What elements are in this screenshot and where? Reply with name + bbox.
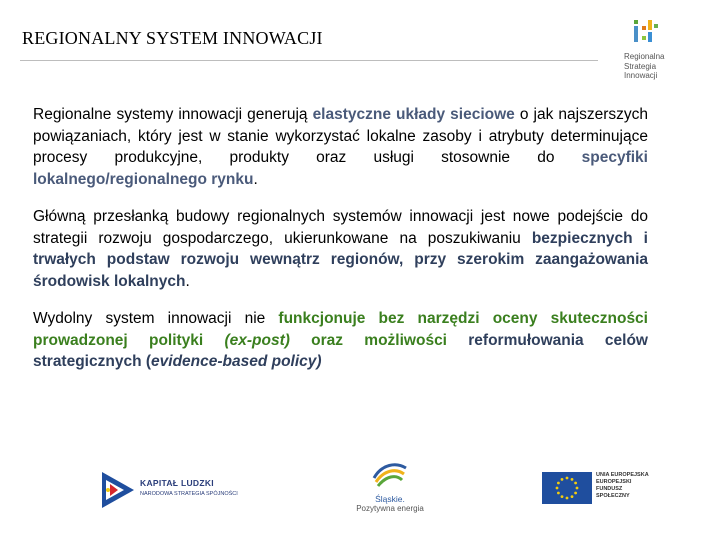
header-divider bbox=[20, 60, 598, 61]
brand-line-3: Innowacji bbox=[624, 71, 658, 80]
p2-text-2: . bbox=[185, 272, 190, 290]
p3-emphasis-italic-2: evidence-based policy) bbox=[151, 353, 322, 370]
p3-emphasis-1: funkcjonuje bez narzędzi oceny skuteczności prowadzonej polityki bbox=[33, 310, 648, 349]
p3-emphasis-italic-1: (ex-post) bbox=[224, 331, 290, 349]
p1-emphasis-2: specyfiki lokalnego/regionalnego rynku bbox=[33, 149, 648, 188]
slaskie-logo bbox=[350, 456, 430, 516]
p1-text-1: Regionalne systemy innowacji generują bbox=[33, 106, 313, 123]
eu-flag-icon bbox=[542, 472, 592, 504]
regional-strategy-logo bbox=[614, 18, 704, 88]
kapital-ludzki-star-icon bbox=[100, 470, 136, 510]
paragraph-1 bbox=[33, 104, 648, 190]
p3-emphasis-1b: oraz możliwości bbox=[289, 331, 447, 349]
brand-line-2: Strategia bbox=[624, 61, 657, 71]
kapital-ludzki-logo bbox=[100, 466, 238, 514]
slaskie-swirl-icon bbox=[370, 456, 410, 492]
p2-emphasis-1: bezpiecznych i trwałych podstaw rozwoju wewnątrz regionów, przy szerokim zaangażowania środowisk lokalnych bbox=[33, 229, 648, 290]
p1-emphasis-1: elastyczne układy sieciowe bbox=[312, 106, 515, 123]
ue-line-2: EUROPEJSKI bbox=[596, 479, 632, 485]
ue-line-3: FUNDUSZ SPOŁECZNY bbox=[596, 486, 630, 499]
paragraph-2 bbox=[33, 206, 648, 292]
p3-emphasis-2: reformułowania celów strategicznych ( bbox=[33, 331, 648, 370]
slaskie-tagline: Pozytywna energia bbox=[356, 504, 424, 513]
page-title: REGIONALNY SYSTEM INNOWACJI bbox=[22, 28, 323, 48]
slaskie-name: Śląskie. bbox=[375, 494, 405, 504]
ris-mark-icon bbox=[628, 18, 668, 50]
eu-social-fund-logo bbox=[540, 470, 650, 506]
p2-text-1: Główną przesłanką budowy regionalnych systemów innowacji jest nowe podejście do strategii rozwoju gospodarczego, ukierunkowane na poszukiwaniu bbox=[33, 208, 648, 247]
ue-line-1: UNIA EUROPEJSKA bbox=[596, 472, 649, 478]
brand-line-1: Regionalna bbox=[624, 52, 665, 61]
kapital-ludzki-subtitle: NARODOWA STRATEGIA SPÓJNOŚCI bbox=[140, 491, 238, 497]
paragraph-3 bbox=[33, 308, 648, 373]
kapital-ludzki-title: KAPITAŁ LUDZKI bbox=[140, 478, 214, 488]
p3-text-1: Wydolny system innowacji nie bbox=[33, 310, 279, 327]
p1-text-3: . bbox=[253, 170, 258, 188]
slide-body bbox=[33, 104, 648, 389]
p1-text-2: o jak najszerszych powiązaniach, który jest w stanie wykorzystać lokalne zasoby i atrybuty determinujące procesy produkcyjne, produkty oraz usługi stosownie do bbox=[33, 106, 648, 166]
